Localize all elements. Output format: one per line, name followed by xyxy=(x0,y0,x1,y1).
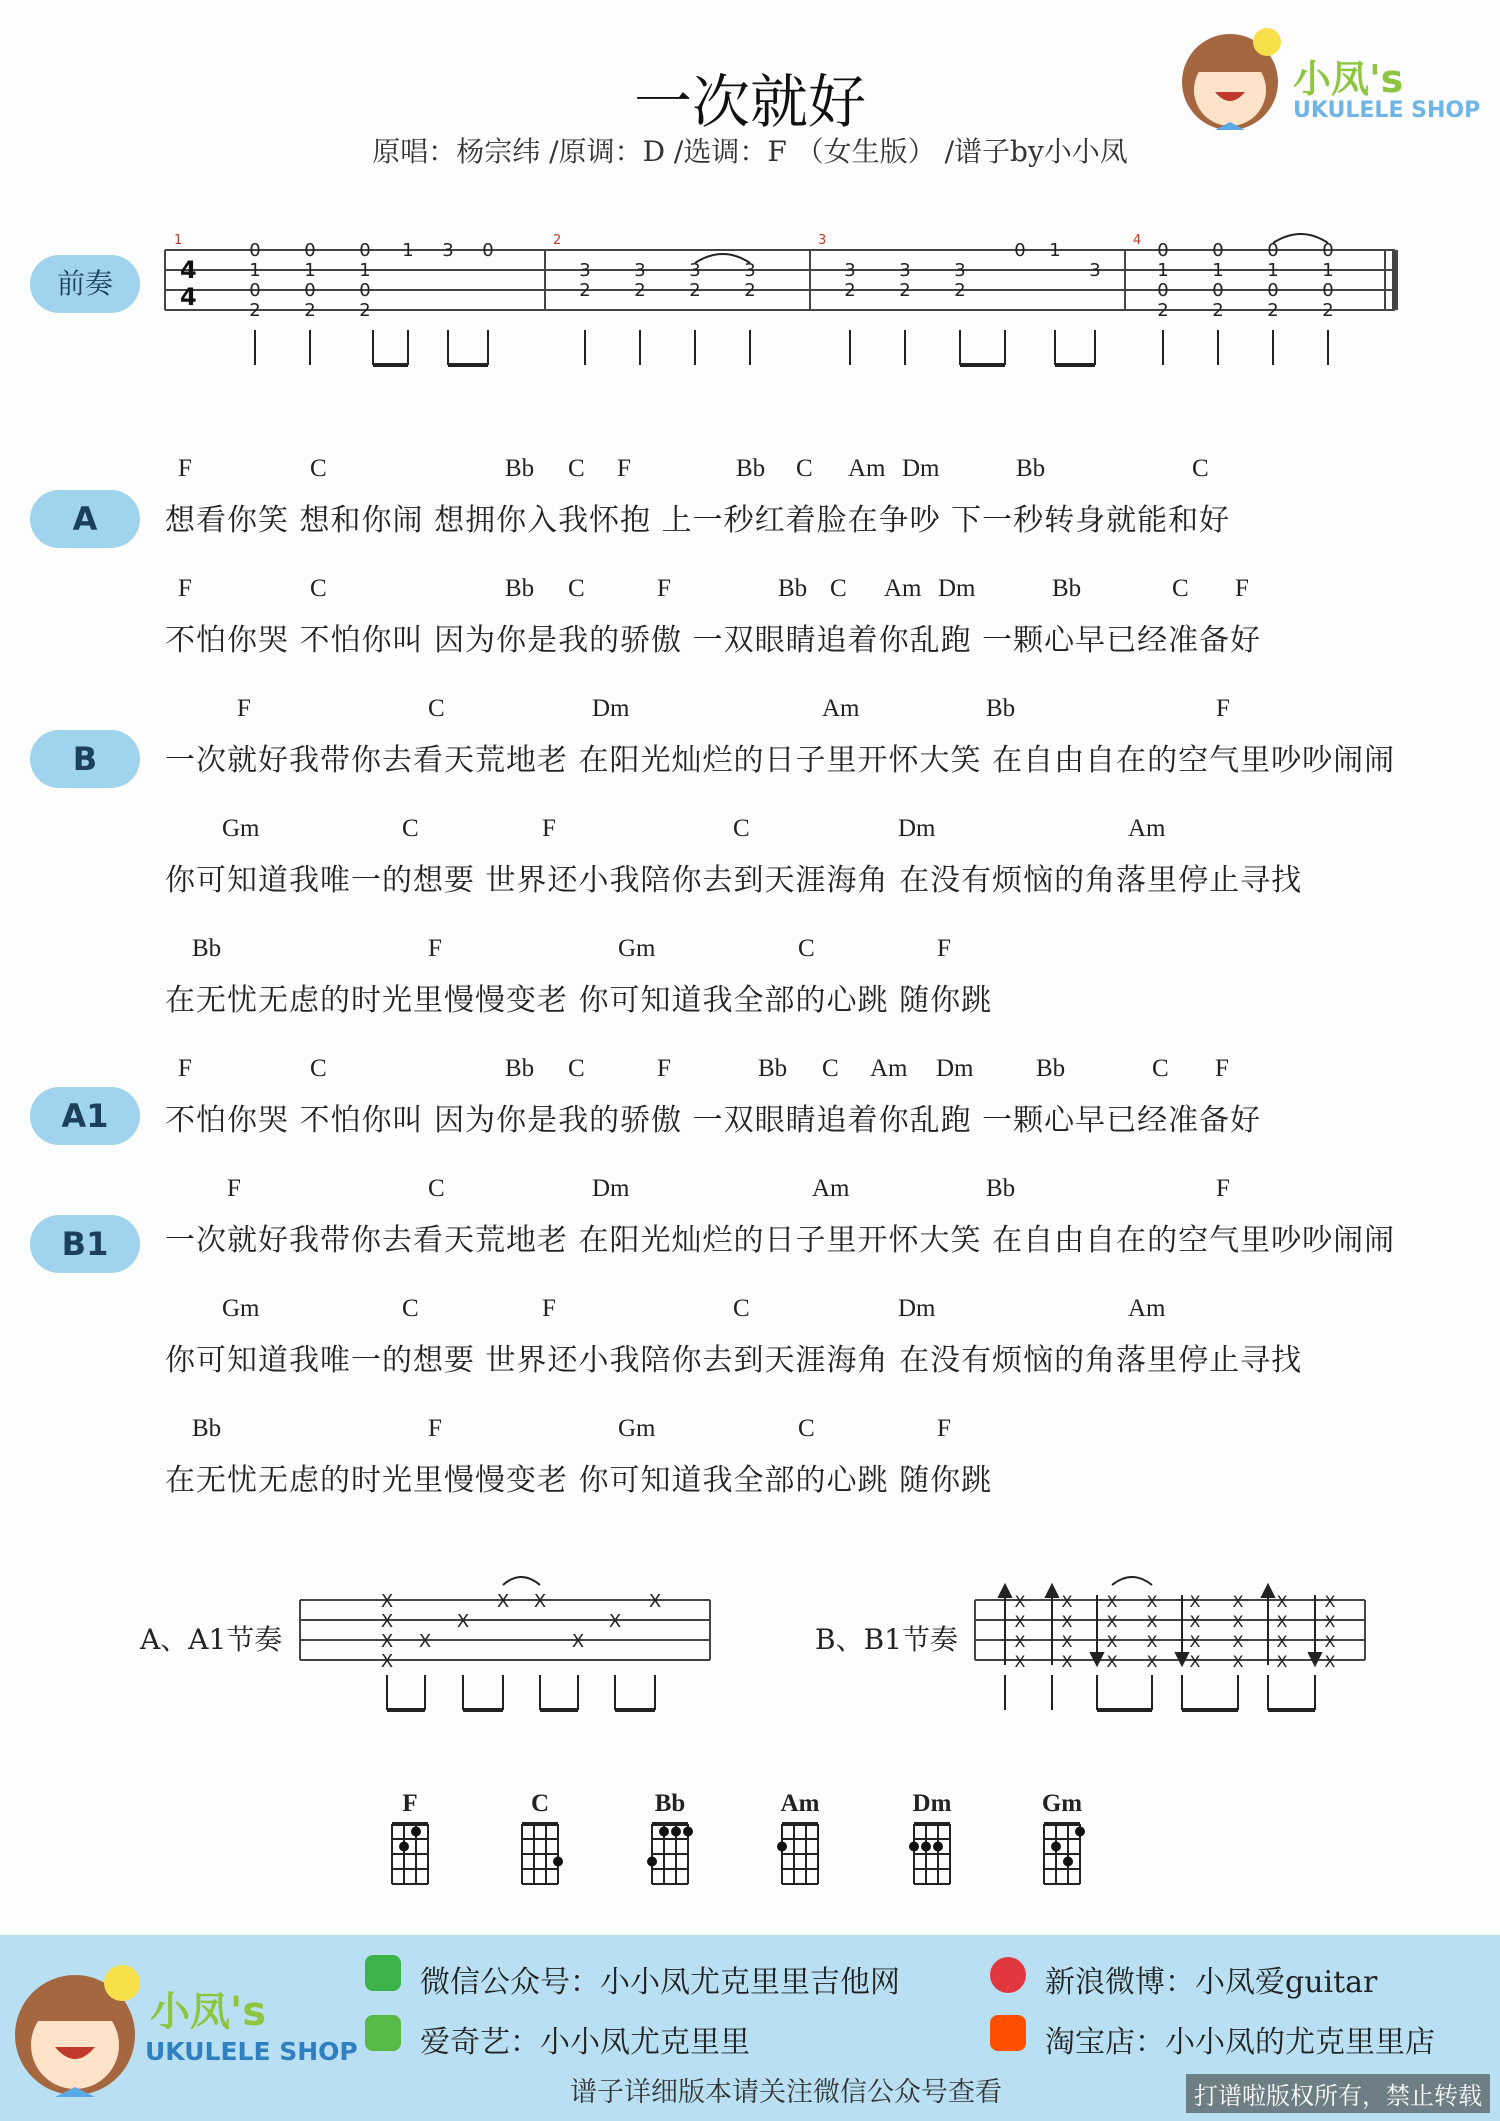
chord-label: C xyxy=(428,1175,445,1202)
chord-label: Bb xyxy=(736,455,766,482)
fretboard-diagram xyxy=(640,1818,700,1890)
chord-chart xyxy=(770,1790,830,1894)
svg-text:X: X xyxy=(1146,1592,1158,1611)
svg-text:0: 0 xyxy=(359,240,371,261)
svg-text:2: 2 xyxy=(249,300,261,321)
chord-label: F xyxy=(617,455,631,482)
svg-text:2: 2 xyxy=(1322,300,1334,321)
chord-label: C xyxy=(428,695,445,722)
svg-text:X: X xyxy=(1061,1632,1073,1651)
intro-tablature xyxy=(160,230,1410,380)
chord-label: C xyxy=(402,815,419,842)
svg-text:3: 3 xyxy=(689,260,701,281)
svg-text:X: X xyxy=(418,1631,432,1652)
fretboard-diagram xyxy=(510,1818,570,1890)
svg-text:1: 1 xyxy=(1322,260,1334,281)
svg-text:0: 0 xyxy=(1322,240,1334,261)
taobao-icon xyxy=(990,2015,1026,2051)
svg-text:X: X xyxy=(1324,1632,1336,1651)
section-intro-badge: 前奏 xyxy=(30,255,140,313)
measure-number: 4 xyxy=(1133,233,1142,248)
finger-dot xyxy=(1063,1857,1073,1867)
chord-label: Dm xyxy=(938,575,976,602)
finger-dot xyxy=(1075,1827,1085,1837)
svg-text:X: X xyxy=(1106,1632,1118,1651)
chord-chart xyxy=(380,1790,440,1894)
chord-label: C xyxy=(733,1295,750,1322)
svg-text:X: X xyxy=(1189,1632,1201,1651)
chord-label: C xyxy=(568,1055,585,1082)
chord-label: F xyxy=(542,815,556,842)
fretboard-diagram xyxy=(1032,1818,1092,1890)
svg-text:X: X xyxy=(1276,1612,1288,1631)
svg-text:2: 2 xyxy=(579,280,591,301)
finger-dot xyxy=(671,1827,681,1837)
svg-text:2: 2 xyxy=(1157,300,1169,321)
chord-label: F xyxy=(1216,695,1230,722)
svg-text:X: X xyxy=(1014,1632,1026,1651)
copyright-watermark: 打谱啦版权所有，禁止转载 xyxy=(1186,2074,1490,2113)
svg-text:X: X xyxy=(1061,1592,1073,1611)
svg-text:0: 0 xyxy=(359,280,371,301)
chord-label: Bb xyxy=(1052,575,1082,602)
chord-label: C xyxy=(310,575,327,602)
svg-text:X: X xyxy=(380,1651,394,1672)
chord-label: Bb xyxy=(1016,455,1046,482)
chord-label: Bb xyxy=(758,1055,788,1082)
chord-label: Dm xyxy=(936,1055,974,1082)
song-info: 原唱：杨宗纬 /原调：D /选调：F （女生版） /谱子by小小凤 xyxy=(372,135,1128,168)
footer-brand-name: 小凤's xyxy=(150,1989,267,2035)
svg-text:3: 3 xyxy=(844,260,856,281)
lyric-line: 在无忧无虑的时光里慢慢变老 你可知道我全部的心跳 随你跳 xyxy=(165,1463,993,1498)
svg-text:X: X xyxy=(1106,1592,1118,1611)
chord-label: F xyxy=(1235,575,1249,602)
chord-label: C xyxy=(1192,455,1209,482)
finger-dot xyxy=(777,1842,787,1852)
chord-label: Am xyxy=(848,455,886,482)
section-a-badge: A xyxy=(30,490,140,548)
chord-label: C xyxy=(1172,575,1189,602)
chord-label: Bb xyxy=(986,1175,1016,1202)
chord-label: C xyxy=(1152,1055,1169,1082)
chord-label: Dm xyxy=(898,1295,936,1322)
svg-text:2: 2 xyxy=(1212,300,1224,321)
svg-text:3: 3 xyxy=(634,260,646,281)
time-signature-bottom: 4 xyxy=(180,283,197,311)
svg-text:X: X xyxy=(1189,1652,1201,1671)
footer-note: 谱子详细版本请关注微信公众号查看 xyxy=(570,2077,1002,2108)
svg-text:0: 0 xyxy=(304,240,316,261)
footer-brand-sub: UKULELE SHOP xyxy=(145,2037,358,2066)
chord-label: Bb xyxy=(192,935,222,962)
svg-text:0: 0 xyxy=(1157,240,1169,261)
svg-text:0: 0 xyxy=(1014,240,1026,261)
chord-label: C xyxy=(796,455,813,482)
svg-text:X: X xyxy=(380,1591,394,1612)
chord-label: Bb xyxy=(505,575,535,602)
finger-dot xyxy=(399,1842,409,1852)
svg-text:0: 0 xyxy=(1267,280,1279,301)
chord-label: Bb xyxy=(505,1055,535,1082)
chord-label: C xyxy=(733,815,750,842)
chord-chart xyxy=(1032,1790,1092,1894)
section-b1-badge: B1 xyxy=(30,1215,140,1273)
svg-text:X: X xyxy=(1324,1652,1336,1671)
chord-label: Bb xyxy=(1036,1055,1066,1082)
rhythm-b-pattern xyxy=(970,1565,1370,1725)
svg-text:3: 3 xyxy=(899,260,911,281)
chord-label: C xyxy=(830,575,847,602)
svg-text:2: 2 xyxy=(304,300,316,321)
chord-chart xyxy=(640,1790,700,1894)
chord-chart-name: Am xyxy=(780,1790,820,1817)
svg-text:2: 2 xyxy=(689,280,701,301)
chord-label: Bb xyxy=(778,575,808,602)
svg-text:1: 1 xyxy=(249,260,261,281)
svg-text:1: 1 xyxy=(1157,260,1169,281)
iqiyi-icon xyxy=(365,2015,401,2051)
svg-text:1: 1 xyxy=(359,260,371,281)
svg-text:X: X xyxy=(1189,1592,1201,1611)
svg-text:X: X xyxy=(1232,1652,1244,1671)
svg-text:X: X xyxy=(380,1611,394,1632)
measure-number: 3 xyxy=(818,233,827,248)
svg-text:X: X xyxy=(456,1611,470,1632)
svg-text:X: X xyxy=(1061,1652,1073,1671)
lyric-line: 在无忧无虑的时光里慢慢变老 你可知道我全部的心跳 随你跳 xyxy=(165,983,993,1018)
chord-label: Gm xyxy=(222,815,260,842)
svg-text:X: X xyxy=(1276,1632,1288,1651)
chord-label: Am xyxy=(1128,815,1166,842)
chord-chart-name: Bb xyxy=(654,1790,686,1817)
svg-text:0: 0 xyxy=(249,280,261,301)
svg-text:2: 2 xyxy=(899,280,911,301)
brand-logo xyxy=(1175,20,1495,140)
rhythm-b-label: B、B1节奏 xyxy=(815,1623,958,1656)
lyric-line: 一次就好我带你去看天荒地老 在阳光灿烂的日子里开怀大笑 在自由自在的空气里吵吵闹闹 xyxy=(165,743,1396,778)
finger-dot xyxy=(659,1827,669,1837)
svg-text:X: X xyxy=(1232,1632,1244,1651)
lyric-line: 不怕你哭 不怕你叫 因为你是我的骄傲 一双眼睛追着你乱跑 一颗心早已经准备好 xyxy=(165,623,1262,658)
chord-label: Dm xyxy=(898,815,936,842)
finger-dot xyxy=(647,1857,657,1867)
svg-text:3: 3 xyxy=(442,240,454,261)
svg-text:X: X xyxy=(1014,1652,1026,1671)
chord-chart-name: Gm xyxy=(1041,1790,1083,1817)
svg-text:2: 2 xyxy=(954,280,966,301)
chord-label: C xyxy=(798,935,815,962)
chord-label: Gm xyxy=(618,1415,656,1442)
chord-label: C xyxy=(310,1055,327,1082)
weibo-icon xyxy=(990,1957,1026,1993)
chord-chart-name: Dm xyxy=(912,1790,952,1817)
chord-label: Bb xyxy=(505,455,535,482)
svg-text:X: X xyxy=(1014,1592,1026,1611)
svg-text:X: X xyxy=(1014,1612,1026,1631)
chord-label: Am xyxy=(812,1175,850,1202)
chord-label: Gm xyxy=(618,935,656,962)
svg-text:3: 3 xyxy=(954,260,966,281)
song-title: 一次就好 xyxy=(633,68,866,136)
chord-label: Dm xyxy=(592,1175,630,1202)
svg-text:1: 1 xyxy=(1212,260,1224,281)
svg-text:X: X xyxy=(380,1631,394,1652)
svg-text:0: 0 xyxy=(249,240,261,261)
svg-text:X: X xyxy=(608,1611,622,1632)
lyric-line: 一次就好我带你去看天荒地老 在阳光灿烂的日子里开怀大笑 在自由自在的空气里吵吵闹闹 xyxy=(165,1223,1396,1258)
finger-dot xyxy=(909,1842,919,1852)
svg-text:X: X xyxy=(1061,1612,1073,1631)
svg-text:X: X xyxy=(1106,1652,1118,1671)
chord-label: F xyxy=(178,1055,192,1082)
chord-label: Bb xyxy=(986,695,1016,722)
svg-text:X: X xyxy=(1106,1612,1118,1631)
chord-chart xyxy=(510,1790,570,1894)
svg-text:1: 1 xyxy=(1267,260,1279,281)
svg-text:2: 2 xyxy=(844,280,856,301)
svg-text:X: X xyxy=(1324,1592,1336,1611)
chord-chart-name: C xyxy=(530,1790,550,1817)
chord-label: C xyxy=(402,1295,419,1322)
chord-label: F xyxy=(937,935,951,962)
svg-text:0: 0 xyxy=(1267,240,1279,261)
footer-wechat: 微信公众号：小小凤尤克里里吉他网 xyxy=(420,1965,900,2000)
chord-label: C xyxy=(822,1055,839,1082)
chord-label: Am xyxy=(822,695,860,722)
chord-label: F xyxy=(237,695,251,722)
svg-text:X: X xyxy=(1146,1652,1158,1671)
lyric-line: 不怕你哭 不怕你叫 因为你是我的骄傲 一双眼睛追着你乱跑 一颗心早已经准备好 xyxy=(165,1103,1262,1138)
svg-text:X: X xyxy=(1276,1592,1288,1611)
svg-text:1: 1 xyxy=(402,240,414,261)
girl-mascot-icon xyxy=(10,1955,145,2105)
footer-iqiyi: 爱奇艺：小小凤尤克里里 xyxy=(420,2025,750,2060)
chord-label: C xyxy=(568,575,585,602)
svg-text:0: 0 xyxy=(1157,280,1169,301)
measure-number: 1 xyxy=(174,233,183,248)
time-signature-top: 4 xyxy=(180,256,197,284)
svg-text:3: 3 xyxy=(579,260,591,281)
chord-label: Dm xyxy=(902,455,940,482)
chord-label: Am xyxy=(870,1055,908,1082)
svg-text:X: X xyxy=(533,1591,547,1612)
finger-dot xyxy=(553,1857,563,1867)
chord-label: F xyxy=(542,1295,556,1322)
svg-text:X: X xyxy=(1189,1612,1201,1631)
rhythm-a-pattern xyxy=(295,1565,715,1725)
svg-text:0: 0 xyxy=(1212,280,1224,301)
chord-label: Bb xyxy=(192,1415,222,1442)
svg-text:X: X xyxy=(1232,1612,1244,1631)
lyric-line: 你可知道我唯一的想要 世界还小我陪你去到天涯海角 在没有烦恼的角落里停止寻找 xyxy=(165,1343,1303,1378)
finger-dot xyxy=(921,1842,931,1852)
lyric-line: 你可知道我唯一的想要 世界还小我陪你去到天涯海角 在没有烦恼的角落里停止寻找 xyxy=(165,863,1303,898)
chord-label: F xyxy=(657,1055,671,1082)
svg-text:0: 0 xyxy=(1322,280,1334,301)
svg-text:X: X xyxy=(571,1631,585,1652)
svg-text:1: 1 xyxy=(304,260,316,281)
svg-text:2: 2 xyxy=(744,280,756,301)
chord-label: Am xyxy=(884,575,922,602)
svg-text:X: X xyxy=(648,1591,662,1612)
svg-text:0: 0 xyxy=(1212,240,1224,261)
svg-text:X: X xyxy=(1324,1612,1336,1631)
svg-text:X: X xyxy=(1276,1652,1288,1671)
svg-text:2: 2 xyxy=(634,280,646,301)
finger-dot xyxy=(933,1842,943,1852)
svg-text:0: 0 xyxy=(482,240,494,261)
finger-dot xyxy=(683,1827,693,1837)
measure-number: 2 xyxy=(553,233,562,248)
chord-label: Am xyxy=(1128,1295,1166,1322)
chord-label: Gm xyxy=(222,1295,260,1322)
brand-sub: UKULELE SHOP xyxy=(1293,98,1481,123)
lyric-line: 想看你笑 想和你闹 想拥你入我怀抱 上一秒红着脸在争吵 下一秒转身就能和好 xyxy=(165,503,1231,538)
chord-label: F xyxy=(178,575,192,602)
chord-label: F xyxy=(1215,1055,1229,1082)
svg-text:X: X xyxy=(1232,1592,1244,1611)
svg-text:X: X xyxy=(1146,1632,1158,1651)
girl-mascot-icon xyxy=(1175,20,1285,140)
fretboard-diagram xyxy=(770,1818,830,1890)
svg-text:3: 3 xyxy=(1089,260,1101,281)
chord-label: F xyxy=(428,935,442,962)
finger-dot xyxy=(411,1827,421,1837)
svg-text:2: 2 xyxy=(1267,300,1279,321)
chord-label: F xyxy=(178,455,192,482)
svg-text:0: 0 xyxy=(304,280,316,301)
chord-label: C xyxy=(798,1415,815,1442)
wechat-icon xyxy=(365,1955,401,1991)
chord-label: F xyxy=(428,1415,442,1442)
chord-label: F xyxy=(937,1415,951,1442)
chord-label: C xyxy=(310,455,327,482)
chord-chart xyxy=(902,1790,962,1894)
chord-chart-name: F xyxy=(402,1790,418,1817)
svg-text:2: 2 xyxy=(359,300,371,321)
chord-label: F xyxy=(227,1175,241,1202)
footer-taobao: 淘宝店：小小凤的尤克里里店 xyxy=(1045,2025,1435,2060)
svg-text:X: X xyxy=(496,1591,510,1612)
rhythm-a-label: A、A1节奏 xyxy=(140,1623,283,1656)
chord-label: F xyxy=(1216,1175,1230,1202)
fretboard-diagram xyxy=(380,1818,440,1890)
chord-label: C xyxy=(568,455,585,482)
svg-text:X: X xyxy=(1146,1612,1158,1631)
svg-text:3: 3 xyxy=(744,260,756,281)
section-a1-badge: A1 xyxy=(30,1087,140,1145)
chord-label: F xyxy=(657,575,671,602)
chord-label: Dm xyxy=(592,695,630,722)
section-b-badge: B xyxy=(30,730,140,788)
brand-name: 小凤's xyxy=(1293,57,1404,101)
footer-weibo: 新浪微博：小凤爱guitar xyxy=(1045,1965,1378,2000)
svg-text:1: 1 xyxy=(1049,240,1061,261)
finger-dot xyxy=(1051,1842,1061,1852)
fretboard-diagram xyxy=(902,1818,962,1890)
